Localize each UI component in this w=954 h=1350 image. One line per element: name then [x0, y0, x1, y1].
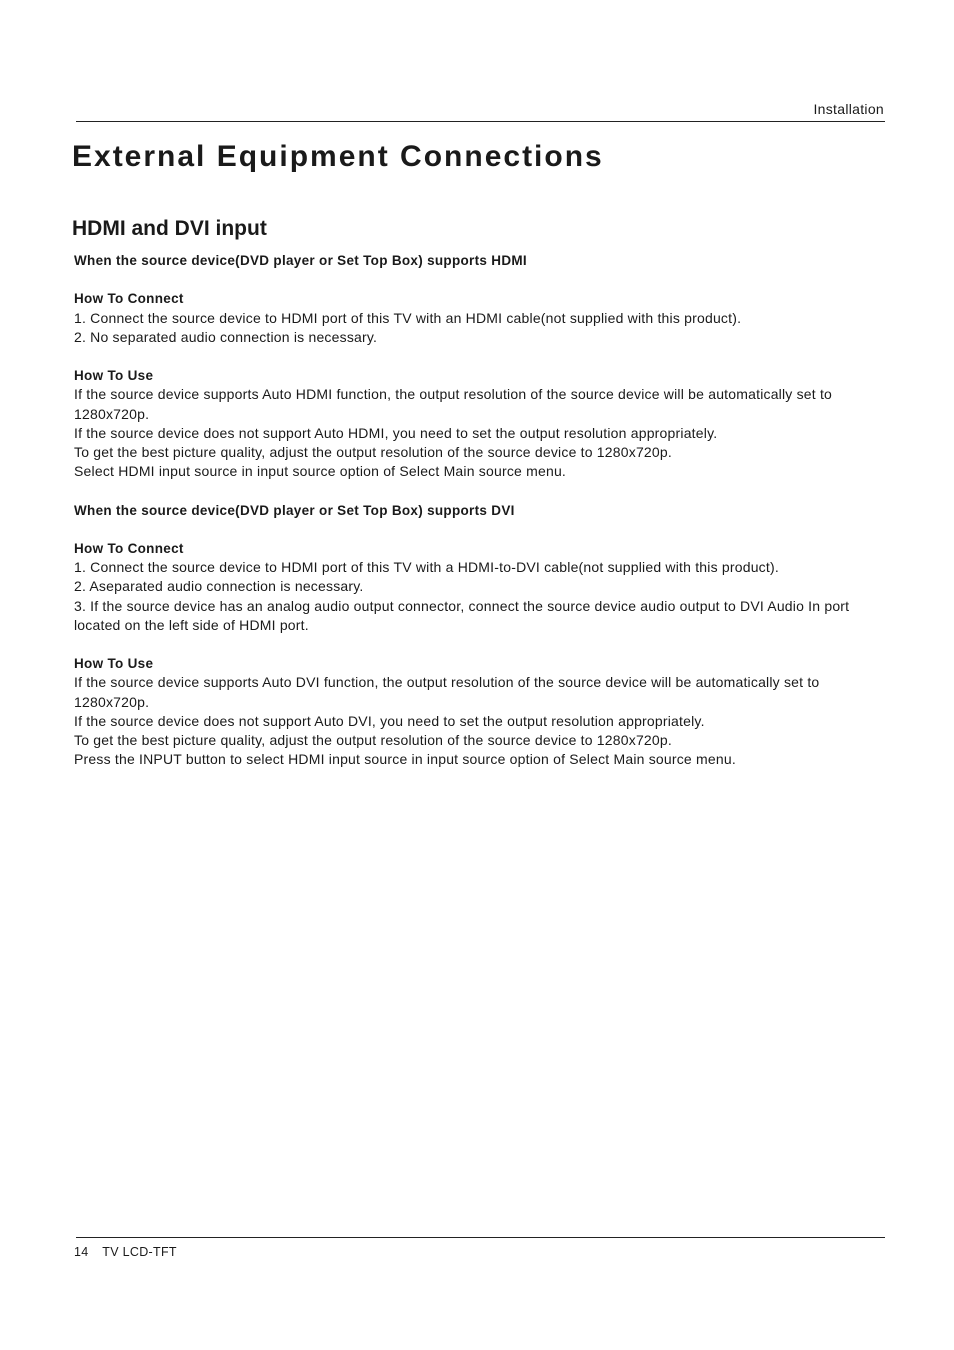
hdmi-use-line: To get the best picture quality, adjust the output resolution of the source device to 1280x720p. — [74, 444, 672, 460]
hdmi-connect-step: 1. Connect the source device to HDMI port of this TV with an HDMI cable(not supplied with this product). — [74, 309, 742, 326]
footer-divider — [76, 1237, 885, 1238]
header-section-label: Installation — [813, 101, 884, 117]
header-divider — [76, 121, 885, 122]
footer — [74, 1245, 177, 1259]
spacer — [74, 481, 874, 500]
spacer — [74, 347, 874, 366]
dvi-use-line: If the source device does not support Auto DVI, you need to set the output resolution appropriately. — [74, 712, 705, 729]
dvi-condition: When the source device(DVD player or Set Top Box) supports DVI — [74, 502, 515, 518]
hdmi-use-line: If the source device supports Auto HDMI function, the output resolution of the source device will be automatically set to 1280x720p. — [74, 386, 833, 422]
dvi-connect-heading: How To Connect — [74, 540, 184, 556]
hdmi-condition: When the source device(DVD player or Set Top Box) supports HDMI — [74, 253, 527, 268]
spacer — [74, 270, 874, 289]
hdmi-use-heading: How To Use — [74, 368, 154, 384]
dvi-use-line: If the source device supports Auto DVI function, the output resolution of the source device will be automatically set to 1280x720p. — [74, 674, 820, 710]
product-name: TV LCD-TFT — [102, 1245, 177, 1259]
spacer — [74, 635, 874, 654]
section-heading: HDMI and DVI input — [72, 217, 267, 240]
dvi-connect-step: 1. Connect the source device to HDMI port of this TV with a HDMI-to-DVI cable(not supplied with this product). — [74, 559, 779, 576]
document-body — [74, 251, 874, 769]
page-title: External Equipment Connections — [72, 140, 604, 173]
page-number: 14 — [74, 1245, 89, 1259]
hdmi-use-line: If the source device does not support Auto HDMI, you need to set the output resolution appropriately. — [74, 424, 718, 441]
dvi-connect-step: 2. Aseparated audio connection is necessary. — [74, 578, 364, 595]
hdmi-connect-heading: How To Connect — [74, 291, 184, 307]
hdmi-connect-step: 2. No separated audio connection is necessary. — [74, 328, 378, 345]
dvi-use-heading: How To Use — [74, 656, 154, 672]
dvi-use-line: Press the INPUT button to select HDMI input source in input source option of Select Main source menu. — [74, 751, 736, 768]
dvi-use-line: To get the best picture quality, adjust the output resolution of the source device to 1280x720p. — [74, 732, 672, 748]
spacer — [74, 520, 874, 539]
dvi-connect-step: 3. If the source device has an analog audio output connector, connect the source device audio output to DVI Audio In port located on the left side of HDMI port. — [74, 597, 850, 633]
hdmi-use-line: Select HDMI input source in input source option of Select Main source menu. — [74, 463, 567, 480]
